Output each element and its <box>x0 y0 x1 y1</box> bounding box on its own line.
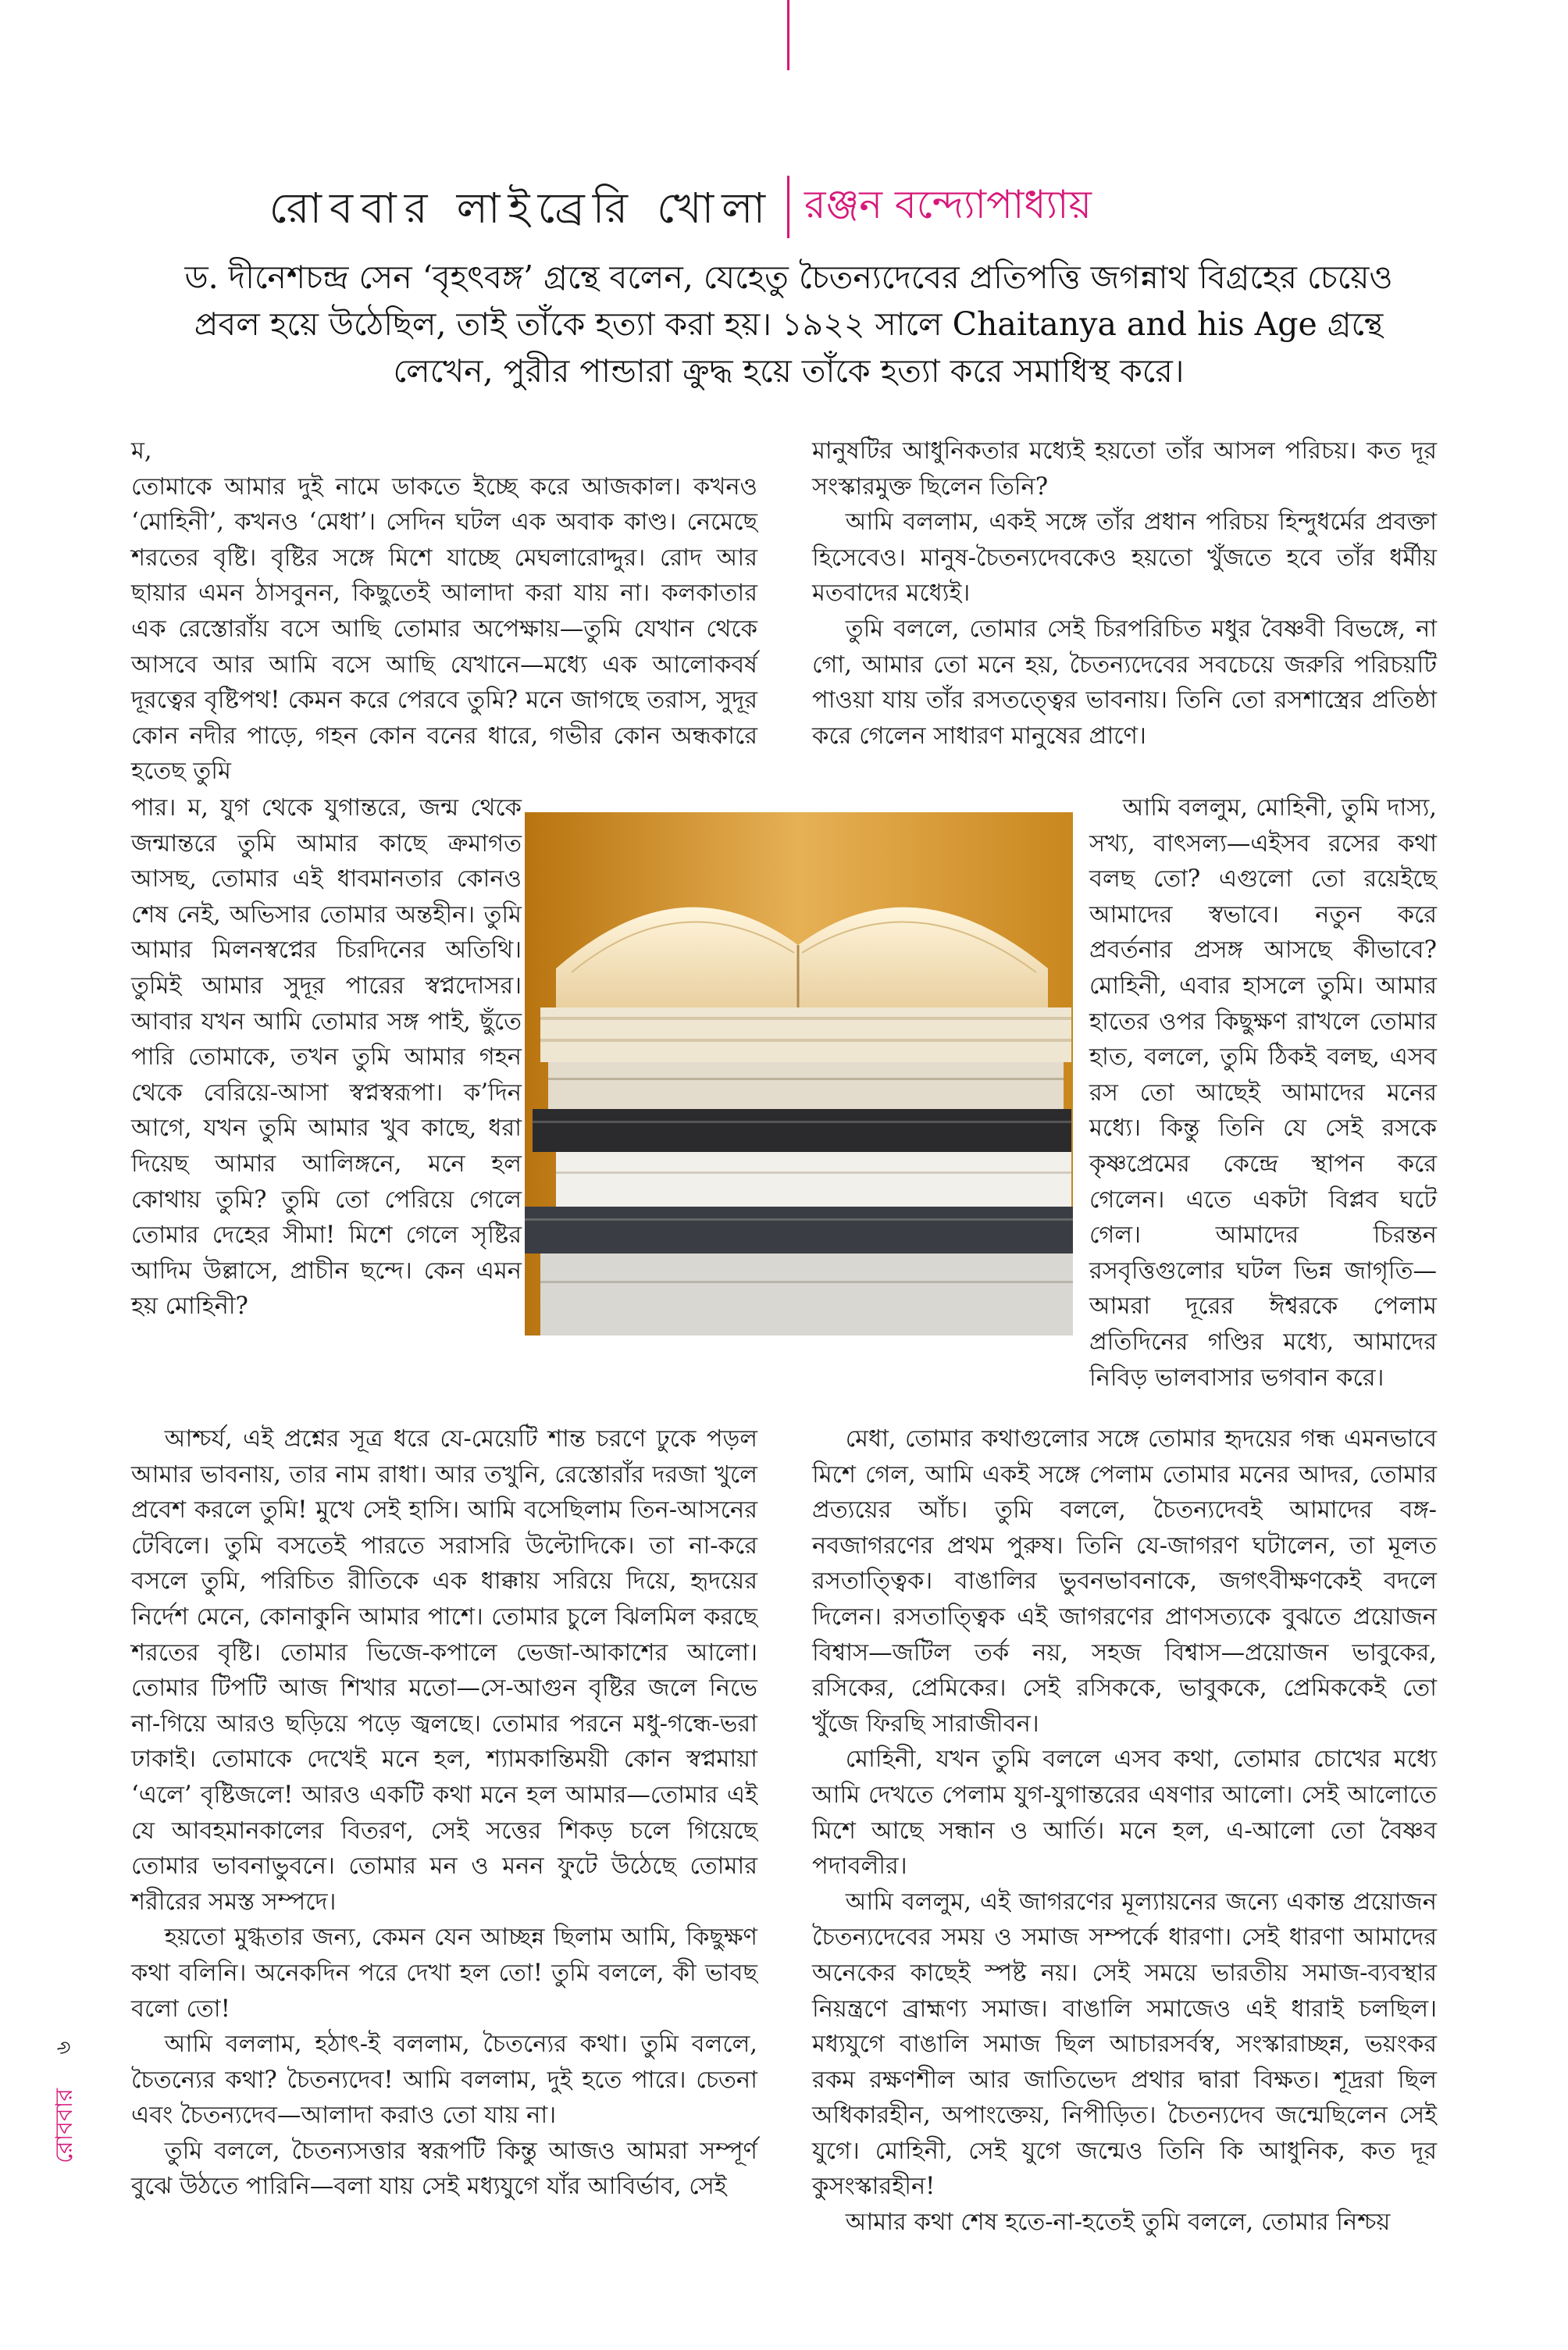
header-divider-rule <box>787 176 789 238</box>
left-column-top <box>131 433 757 790</box>
right-column-bottom <box>812 1421 1437 2241</box>
paragraph: তোমাকে আমার দুই নামে ডাকতে ইচ্ছে করে আজকাল। কখনও ‘মোহিনী’, কখনও ‘মেধা’। সেদিন ঘটল এক অবাক কাণ্ড। নেমেছে শরতের বৃষ্টি। বৃষ্টির সঙ্গে মিশে যাচ্ছে মেঘলারোদ্দুর। রোদ আর ছায়ার এমন ঠাসবুনন, কিছুতেই আলাদা করা যায় না। কলকাতার এক রেস্তোরাঁয় বসে আছি তোমার অপেক্ষায়—তুমি যেখান থেকে আসবে আর আমি বসে আছি যেখানে—মধ্যে এক আলোকবর্ষ দূরত্বের বৃষ্টিপথ! কেমন করে পেরবে তুমি? মনে জাগছে তরাস, সুদূর কোন নদীর পাড়ে, গহন কোন বনের ধারে, গভীর কোন অন্ধকারে হতেছ তুমি <box>131 472 757 786</box>
paragraph: পার। ম, যুগ থেকে যুগান্তরে, জন্ম থেকে জন্মান্তরে তুমি আমার কাছে ক্রমাগত আসছ, তোমার এই ধাবমানতার কোনও শেষ নেই, অভিসার তোমার অন্তহীন। তুমি আমার মিলনস্বপ্নের চিরদিনের অতিথি। তুমিই আমার সুদূর পারের স্বপ্নদোসর। আবার যখন আমি তোমার সঙ্গ পাই, ছুঁতে পারি তোমাকে, তখন তুমি আমার গহন থেকে বেরিয়ে-আসা স্বপ্নস্বরূপা। ক’দিন আগে, যখন তুমি আমার খুব কাছে, ধরা দিয়েছ আমার আলিঙ্গনে, মনে হল কোথায় তুমি? তুমি তো পেরিয়ে গেলে তোমার দেহের সীমা! মিশে গেলে সৃষ্টির আদিম উল্লাসে, প্রাচীন ছন্দে। কেন এমন হয় মোহিনী? <box>131 794 522 1321</box>
right-column-wrap <box>1089 790 1437 1396</box>
page-folio <box>48 2031 80 2265</box>
paragraph: আমি বললাম, হঠাৎ-ই বললাম, চৈতন্যের কথা। তুমি বললে, চৈতন্যের কথা? চৈতন্যদেব! আমি বললাম, দুই হতে পারে। চেতনা এবং চৈতন্যদেব—আলাদা করাও তো যায় না। <box>131 2031 757 2130</box>
magazine-name: রোববার <box>50 2088 78 2163</box>
paragraph: তুমি বললে, চৈতন্যসত্তার স্বরূপটি কিন্তু আজও আমরা সম্পূর্ণ বুঝে উঠতে পারিনি—বলা যায় সেই মধ্যযুগে যাঁর আবির্ভাব, সেই <box>131 2137 757 2201</box>
standfirst: ড. দীনেশচন্দ্র সেন ‘বৃহৎবঙ্গ’ গ্রন্থে বলেন, যেহেতু চৈতন্যদেবের প্রতিপত্তি জগন্নাথ বিগ্রহের চেয়েও প্রবল হয়ে উঠেছিল, তাই তাঁকে হত্যা করা হয়। ১৯২২ সালে Chaitanya and his Age গ্রন্থে লেখেন, পুরীর পান্ডারা ক্রুদ্ধ হয়ে তাঁকে হত্যা করে সমাধিস্থ করে। <box>184 259 1393 390</box>
paragraph: আমি বললুম, এই জাগরণের মূল্যায়নের জন্যে একান্ত প্রয়োজন চৈতন্যদেবের সময় ও সমাজ সম্পর্কে ধারণা। সেই ধারণা আমাদের অনেকের কাছেই স্পষ্ট নয়। সেই সময়ে ভারতীয় সমাজ-ব্যবস্থার নিয়ন্ত্রণে ব্রাহ্মণ্য সমাজ। বাঙালি সমাজেও এই ধারাই চলছিল। মধ্যযুগে বাঙালি সমাজ ছিল আচারসর্বস্ব, সংস্কারাচ্ছন্ন, ভয়ংকর রকম রক্ষণশীল আর জাতিভেদ প্রথার দ্বারা বিক্ষত। শূদ্ররা ছিল অধিকারহীন, অপাংক্তেয়, নিপীড়িত। চৈতন্যদেব জন্মেছিলেন সেই যুগে। মোহিনী, সেই যুগে জন্মেও তিনি কি আধুনিক, কত দূর কুসংস্কারহীন! <box>812 1888 1437 2201</box>
books-stack-image <box>525 812 1073 1335</box>
paragraph: আমার কথা শেষ হতে-না-হতেই তুমি বললে, তোমার নিশ্চয় <box>845 2209 1391 2237</box>
paragraph: মোহিনী, যখন তুমি বললে এসব কথা, তোমার চোখের মধ্যে আমি দেখতে পেলাম যুগ-যুগান্তরের এষণার আলো। সেই আলোতে মিশে আছে সন্ধান ও আর্তি। মনে হল, এ-আলো তো বৈষ্ণব পদাবলীর। <box>812 1746 1437 1881</box>
left-column-wrap <box>131 790 522 1325</box>
salutation: ম, <box>131 437 152 465</box>
paragraph: তুমি বললে, তোমার সেই চিরপরিচিত মধুর বৈষ্ণবী বিভঙ্গে, না গো, আমার তো মনে হয়, চৈতন্যদেবের সবচেয়ে জরুরি পরিচয়টি পাওয়া যায় তাঁর রসতত্ত্বের ভাবনায়। তিনি তো রসশাস্ত্রের প্রতিষ্ঠা করে গেলেন সাধারণ মানুষের প্রাণে। <box>812 615 1437 750</box>
top-accent-rule <box>787 0 789 70</box>
paragraph: হয়তো মুগ্ধতার জন্য, কেমন যেন আচ্ছন্ন ছিলাম আমি, কিছুক্ষণ কথা বলিনি। অনেকদিন পরে দেখা হল তো! তুমি বললে, কী ভাবছ বলো তো! <box>131 1924 757 2023</box>
left-column-bottom <box>131 1421 757 2205</box>
page-number: ৬ <box>52 2041 75 2055</box>
paragraph: মেধা, তোমার কথাগুলোর সঙ্গে তোমার হৃদয়ের গন্ধ এমনভাবে মিশে গেল, আমি একই সঙ্গে পেলাম তোমার মনের আদর, তোমার প্রত্যয়ের আঁচ। তুমি বললে, চৈতন্যদেবই আমাদের বঙ্গ-নবজাগরণের প্রথম পুরুষ। তিনি যে-জাগরণ ঘটালেন, তা মূলত রসতাত্ত্বিক। বাঙালির ভুবনভাবনাকে, জগৎবীক্ষণকেই বদলে দিলেন। রসতাত্ত্বিক এই জাগরণের প্রাণসত্যকে বুঝতে প্রয়োজন বিশ্বাস—জটিল তর্ক নয়, সহজ বিশ্বাস—প্রয়োজন ভাবুকের, রসিকের, প্রেমিকের। সেই রসিককে, ভাবুককে, প্রেমিককেই তো খুঁজে ফিরছি সারাজীবন। <box>812 1425 1437 1738</box>
paragraph: আশ্চর্য, এই প্রশ্নের সূত্র ধরে যে-মেয়েটি শান্ত চরণে ঢুকে পড়ল আমার ভাবনায়, তার নাম রাধা। আর তখুনি, রেস্তোরাঁর দরজা খুলে প্রবেশ করলে তুমি! মুখে সেই হাসি। আমি বসেছিলাম তিন-আসনের টেবিলে। তুমি বসতেই পারতে সরাসরি উল্টোদিকে। তা না-করে বসলে তুমি, পরিচিত রীতিকে এক ধাক্কায় সরিয়ে দিয়ে, হৃদয়ের নির্দেশ মেনে, কোনাকুনি আমার পাশে। তোমার চুলে ঝিলমিল করছে শরতের বৃষ্টি। তোমার ভিজে-কপালে ভেজা-আকাশের আলো। তোমার টিপটি আজ শিখার মতো—সে-আগুন বৃষ্টির জলে নিভে না-গিয়ে আরও ছড়িয়ে পড়ে জ্বলছে। তোমার পরনে মধু-গন্ধে-ভরা ঢাকাই। তোমাকে দেখেই মনে হল, শ্যামকান্তিময়ী কোন স্বপ্নমায়া ‘এলে’ বৃষ্টিজলে! আরও একটি কথা মনে হল আমার—তোমার এই যে আবহমানকালের বিতরণ, সেই সত্তের শিকড় চলে গিয়েছে তোমার ভাবনাভুবনে। তোমার মন ও মনন ফুটে উঠেছে তোমার শরীরের সমস্ত সম্পদে। <box>131 1425 757 1916</box>
paragraph: আমি বললুম, মোহিনী, তুমি দাস্য, সখ্য, বাৎসল্য—এইসব রসের কথা বলছ তো? এগুলো তো রয়েইছে আমাদের স্বভাবে। নতুন করে প্রবর্তনার প্রসঙ্গ আসছে কীভাবে? মোহিনী, এবার হাসলে তুমি। আমার হাতের ওপর কিছুক্ষণ রাখলে তোমার হাত, বললে, তুমি ঠিকই বলছ, এসব রস তো আছেই আমাদের মনের মধ্যে। কিন্তু তিনি যে সেই রসকে কৃষ্ণপ্রেমের কেন্দ্রে স্থাপন করে গেলেন। এতে একটা বিপ্লব ঘটে গেল। আমাদের চিরন্তন রসবৃত্তিগুলোর ঘটল ভিন্ন জাগৃতি—আমরা দূরের ঈশ্বরকে পেলাম প্রতিদিনের গণ্ডির মধ্যে, আমাদের নিবিড় ভালবাসার ভগবান করে। <box>1089 794 1437 1392</box>
paragraph: আমি বললাম, একই সঙ্গে তাঁর প্রধান পরিচয় হিন্দুধর্মের প্রবক্তা হিসেবেও। মানুষ-চৈতন্যদেবকেও হয়তো খুঁজতে হবে তাঁর ধর্মীয় মতবাদের মধ্যেই। <box>812 508 1437 608</box>
books-photo <box>525 812 1073 1335</box>
section-title: রোববার লাইব্রেরি খোলা <box>269 184 773 233</box>
paragraph: মানুষটির আধুনিকতার মধ্যেই হয়তো তাঁর আসল পরিচয়। কত দূর সংস্কারমুক্ত ছিলেন তিনি? <box>812 437 1437 501</box>
right-column-top <box>812 433 1437 754</box>
author-name: রঞ্জন বন্দ্যোপাধ্যায় <box>804 182 1092 227</box>
